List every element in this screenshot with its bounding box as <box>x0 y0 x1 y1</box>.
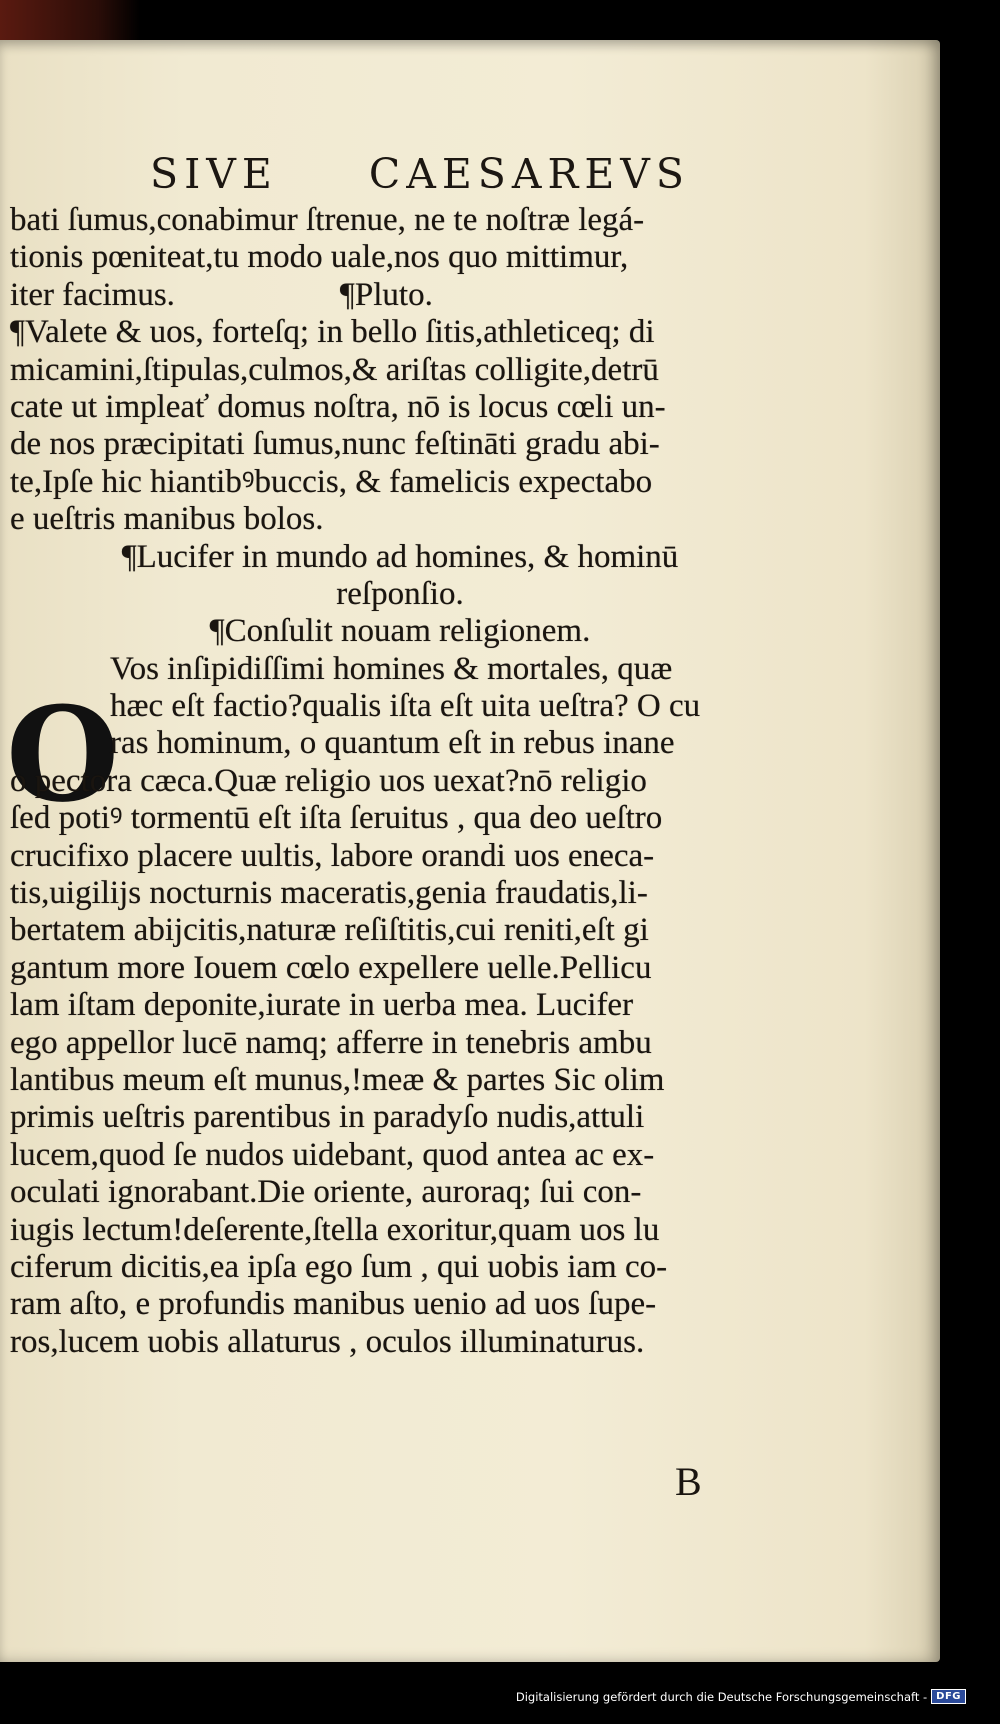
text-line: gantum more Iouem cœlo expellere uelle.Pellicu <box>10 949 652 986</box>
text-line: hæc eſt factio?qualis iſta eſt uita ueſtra? O cu <box>110 688 701 725</box>
section-heading-line: reſponſio. <box>336 575 464 612</box>
text-line: ¶Valete & uos, forteſq; in bello ſitis,athleticeq; di <box>10 314 655 351</box>
text-line: bertatem abijcitis,naturæ reſiſtitis,cui reniti,eſt gi <box>10 912 649 949</box>
section-heading-line: ¶Lucifer in mundo ad homines, & hominū <box>121 538 679 575</box>
drop-capital: O <box>6 678 120 831</box>
running-head-right: CAESAREVS <box>368 150 690 198</box>
text-line: ego appellor lucē namq; afferre in tenebris ambu <box>10 1024 652 1061</box>
text-line: ram aſto, e profundis manibus uenio ad uos ſupe- <box>10 1286 657 1323</box>
text-line: Vos inſipidiſſimi homines & mortales, quæ <box>110 650 673 687</box>
text-line: crucifixo placere uultis, labore orandi uos eneca- <box>10 837 655 874</box>
text-line: tionis pœniteat,tu modo uale,nos quo mittimur, <box>10 239 629 276</box>
text-line: ras hominum, o quantum eſt in rebus inane <box>110 725 675 762</box>
text-line: tis,uigilijs nocturnis maceratis,genia fraudatis,li- <box>10 875 648 912</box>
section-subheading: ¶Conſulit nouam religionem. <box>209 613 591 650</box>
text-line: te,Ipſe hic hiantibꝰbuccis, & famelicis expectabo <box>10 463 653 500</box>
book-page <box>0 40 940 1662</box>
book-binding-edge <box>0 0 140 40</box>
text-line: cate ut impleať domus noſtra, nō is locus cœli un- <box>10 388 666 425</box>
text-line: de nos præcipitati ſumus,nunc feſtināti gradu abi- <box>10 426 660 463</box>
body-text <box>10 202 810 1361</box>
digitization-credit <box>516 1689 966 1704</box>
text-line: lam iſtam deponite,iurate in uerba mea. Lucifer <box>10 987 634 1024</box>
text-line: ciferum dicitis,ea ipſa ego ſum , qui uobis iam co- <box>10 1248 668 1285</box>
running-head <box>150 150 690 198</box>
text-line: bati ſumus,conabimur ſtrenue, ne te noſtræ legá- <box>10 202 645 238</box>
dfg-logo-icon: DFG <box>931 1689 966 1704</box>
text-line: lucem,quod ſe nudos uidebant, quod antea ac ex- <box>10 1136 655 1173</box>
credit-text: Digitalisierung gefördert durch die Deutsche Forschungsgemeinschaft - <box>515 1689 928 1704</box>
text-line: ros,lucem uobis allaturus , oculos illuminaturus. <box>10 1323 645 1360</box>
text-line: ſed potiꝰ tormentū eſt iſta ſeruitus , qua deo ueſtro <box>10 800 663 837</box>
text-line: micamini,ſtipulas,culmos,& ariſtas colligite,detrū <box>10 351 659 388</box>
text-line: oculati ignorabant.Die oriente, auroraq; ſui con- <box>10 1174 642 1211</box>
text-line: e ueſtris manibus bolos. <box>10 501 324 538</box>
running-head-left: SIVE <box>150 150 278 198</box>
text-line: lantibus meum eſt munus,!meæ & partes Sic olim <box>10 1061 665 1098</box>
text-line: iter facimus. ¶Pluto. <box>10 276 433 313</box>
text-line: primis ueſtris parentibus in paradyſo nudis,attuli <box>10 1099 645 1136</box>
text-line: iugis lectum!deſerente,ſtella exoritur,quam uos lu <box>10 1211 660 1248</box>
text-line: o pectora cæca.Quæ religio uos uexat?nō religio <box>10 762 647 799</box>
signature-mark: B <box>675 1459 702 1504</box>
